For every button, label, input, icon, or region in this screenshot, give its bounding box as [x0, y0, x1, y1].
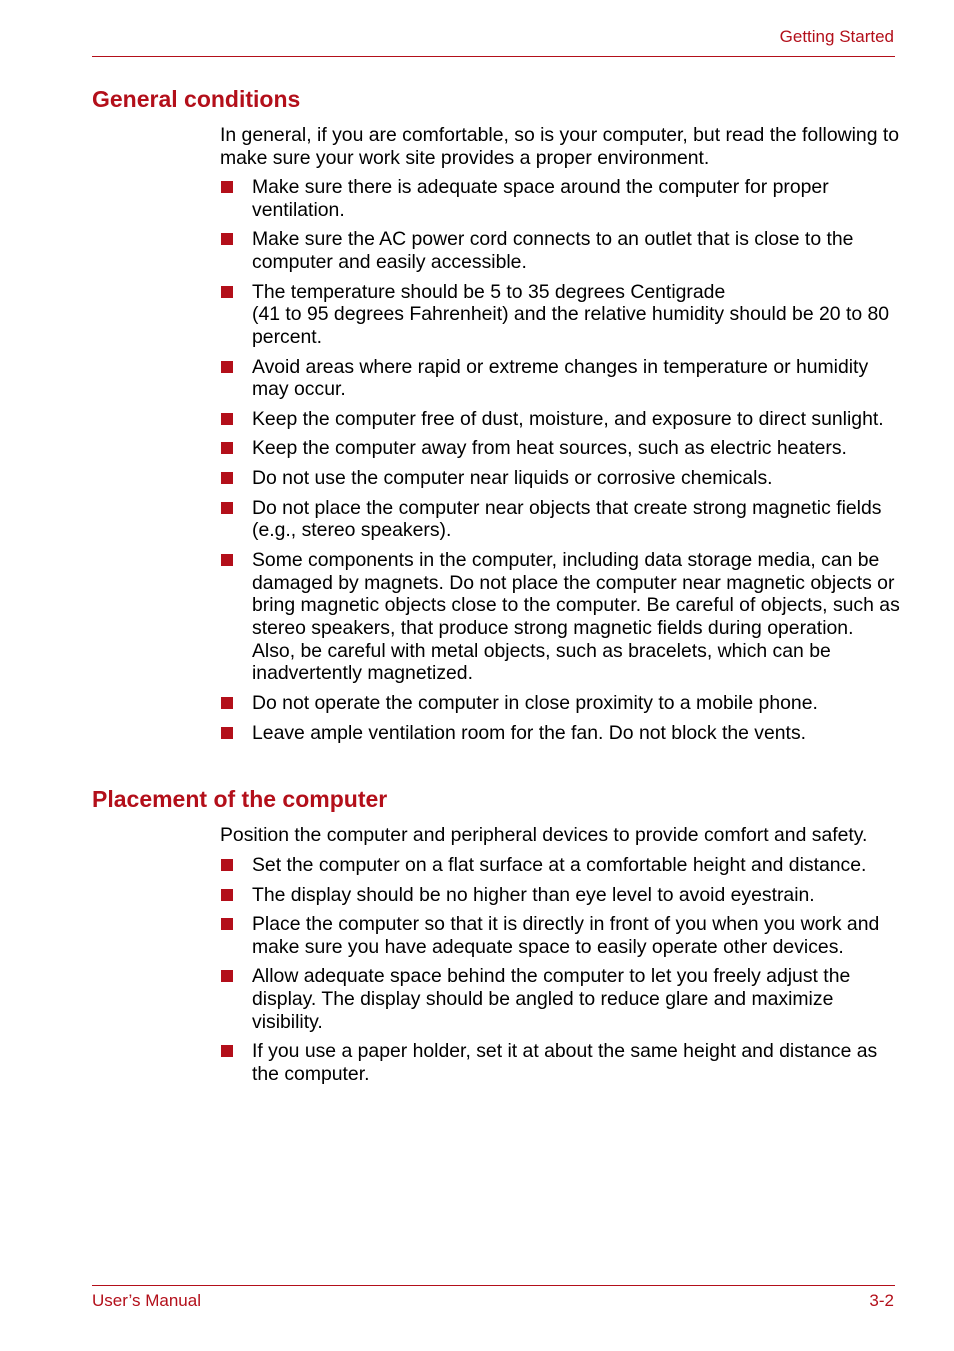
bullet-text: Allow adequate space behind the computer to let you freely adjust the display. The display should be angled to reduce glare and maximize visibility.	[252, 965, 851, 1033]
list-item	[220, 356, 900, 401]
bullet-text: Leave ample ventilation room for the fan. Do not block the vents.	[252, 721, 807, 744]
square-bullet-icon	[221, 918, 233, 930]
list-item	[220, 549, 900, 685]
bullet-text: Make sure there is adequate space around the computer for proper ventilation.	[252, 176, 829, 221]
bullet-list-placement	[220, 854, 900, 1093]
list-item	[220, 913, 900, 958]
list-item	[220, 1040, 900, 1085]
square-bullet-icon	[221, 286, 233, 298]
bullet-text: The temperature should be 5 to 35 degrees Centigrade (41 to 95 degrees Fahrenheit) and the relative humidity should be 20 to 80 percent.	[252, 280, 890, 348]
running-header: Getting Started	[779, 27, 894, 46]
square-bullet-icon	[221, 181, 233, 193]
square-bullet-icon	[221, 1045, 233, 1057]
list-item	[220, 467, 900, 490]
list-item	[220, 884, 900, 907]
bullet-text: Make sure the AC power cord connects to an outlet that is close to the computer and easily accessible.	[252, 228, 854, 273]
bullet-text: Keep the computer free of dust, moisture, and exposure to direct sunlight.	[252, 407, 884, 430]
list-item	[220, 854, 900, 877]
square-bullet-icon	[221, 472, 233, 484]
list-item	[220, 497, 900, 542]
footer-manual-label: User’s Manual	[92, 1291, 201, 1310]
square-bullet-icon	[221, 697, 233, 709]
list-item	[220, 692, 900, 715]
bullet-text: Some components in the computer, including data storage media, can be damaged by magnets. Do not place the computer near magnetic objects or bring magnetic objects close to the computer. Be careful of objects, such as stereo speakers, that produce strong magnetic fields during operation. Also, be careful with metal objects, such as bracelets, which can be inadvertently magnetized.	[252, 548, 900, 685]
square-bullet-icon	[221, 233, 233, 245]
section-intro-placement: Position the computer and peripheral devices to provide comfort and safety.	[220, 824, 868, 846]
bullet-text: Place the computer so that it is directly in front of you when you work and make sure you have adequate space to easily operate other devices.	[252, 913, 880, 958]
square-bullet-icon	[221, 442, 233, 454]
bullet-text: The display should be no higher than eye level to avoid eyestrain.	[252, 883, 815, 906]
square-bullet-icon	[221, 970, 233, 982]
bullet-text: Do not place the computer near objects that create strong magnetic fields (e.g., stereo speakers).	[252, 496, 882, 542]
bullet-text: Avoid areas where rapid or extreme changes in temperature or humidity may occur.	[252, 355, 869, 401]
square-bullet-icon	[221, 859, 233, 871]
square-bullet-icon	[221, 413, 233, 425]
header-rule	[92, 56, 895, 57]
bullet-text: Do not operate the computer in close proximity to a mobile phone.	[252, 692, 818, 715]
square-bullet-icon	[221, 361, 233, 373]
list-item	[220, 176, 900, 221]
section-heading-placement: Placement of the computer	[92, 786, 388, 812]
square-bullet-icon	[221, 502, 233, 514]
list-item	[220, 281, 900, 349]
list-item	[220, 437, 900, 460]
section-intro-general-conditions: In general, if you are comfortable, so is your computer, but read the following to make sure your work site provides a proper environment.	[220, 124, 900, 169]
list-item	[220, 228, 900, 273]
list-item	[220, 408, 900, 431]
bullet-list-general-conditions	[220, 176, 900, 751]
section-heading-general-conditions: General conditions	[92, 86, 301, 112]
square-bullet-icon	[221, 889, 233, 901]
square-bullet-icon	[221, 727, 233, 739]
bullet-text: Set the computer on a flat surface at a comfortable height and distance.	[252, 854, 867, 876]
footer-page-number: 3-2	[869, 1291, 894, 1310]
bullet-text: Keep the computer away from heat sources, such as electric heaters.	[252, 437, 847, 460]
list-item	[220, 965, 900, 1033]
footer-rule	[92, 1285, 895, 1286]
bullet-text: If you use a paper holder, set it at about the same height and distance as the computer.	[252, 1040, 878, 1086]
list-item	[220, 722, 900, 745]
square-bullet-icon	[221, 554, 233, 566]
bullet-text: Do not use the computer near liquids or corrosive chemicals.	[252, 467, 773, 490]
